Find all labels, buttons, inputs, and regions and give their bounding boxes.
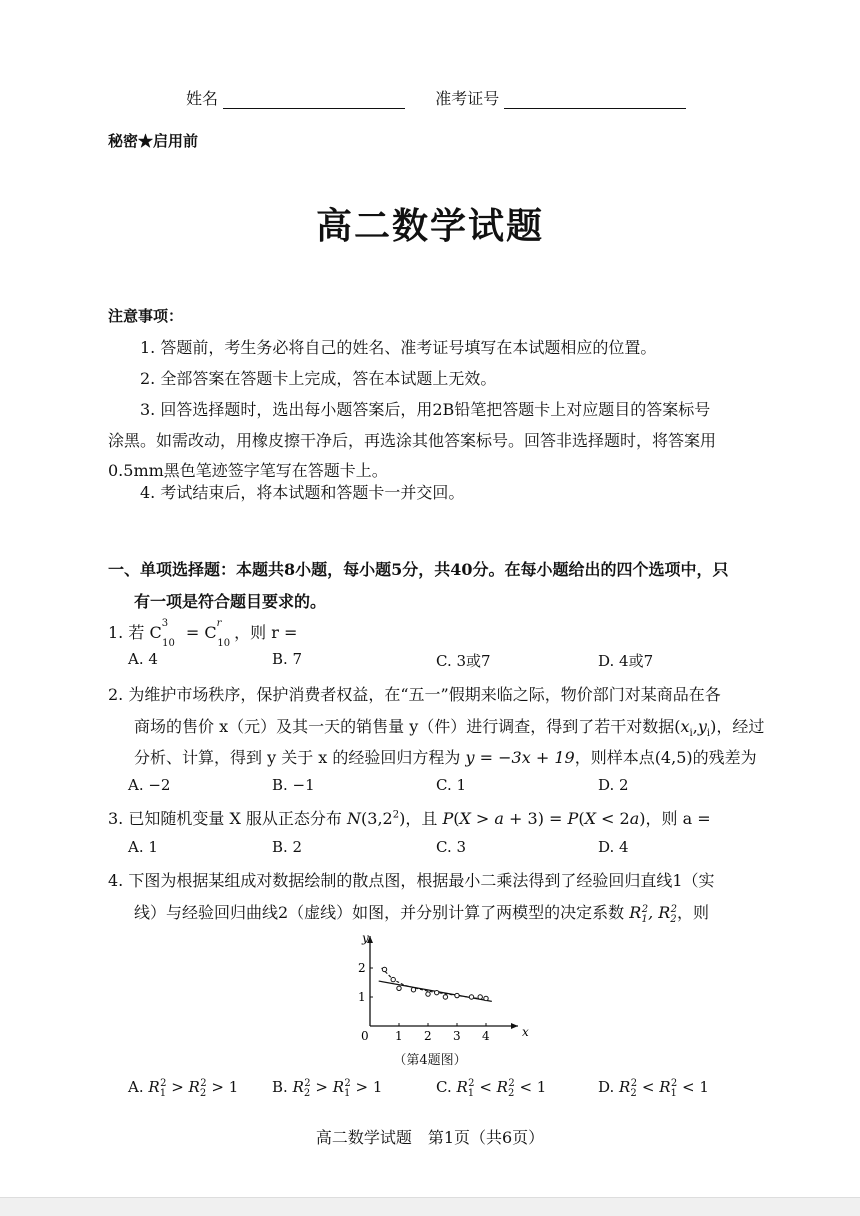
x-tick-label: 1 (395, 1029, 403, 1043)
name-blank[interactable] (223, 92, 405, 109)
data-point (397, 986, 401, 990)
data-point (469, 995, 473, 999)
q4-r-values: $R_1^2$, $R_2^2$ (629, 903, 678, 926)
data-point (435, 990, 439, 994)
note-1: 1. 答题前，考生务必将自己的姓名、准考证号填写在本试题相应的位置。 (140, 338, 657, 357)
q4-option-c[interactable]: C. $R_1^2 < R_2^2 < 1$ (436, 1078, 547, 1099)
scatter-chart (340, 930, 530, 1045)
q4-option-d[interactable]: D. $R_2^2 < R_1^2 < 1$ (598, 1078, 709, 1099)
q3-equation: P(X > a + 3) = P(X < 2a) (442, 809, 646, 828)
note-2: 2. 全部答案在答题卡上完成，答在本试题上无效。 (140, 369, 497, 388)
section-heading-2: 有一项是符合题目要求的。 (134, 592, 327, 611)
notes-heading: 注意事项： (108, 307, 184, 325)
y-axis-label: y (362, 931, 369, 945)
page-footer: 高二数学试题 第1页（共6页） (315, 1128, 545, 1147)
q4-option-d-label: D. (598, 1078, 615, 1096)
q4-line-2-text: 线）与经验回归曲线2（虚线）如图，并分别计算了两模型的决定系数 (134, 903, 625, 922)
data-point (478, 995, 482, 999)
q2-line-1: 2. 为维护市场秩序，保护消费者权益，在“五一”假期来临之际，物价部门对某商品在各 (108, 685, 721, 704)
section-heading-1: 一、单项选择题：本题共8小题，每小题5分，共40分。在每小题给出的四个选项中，只 (108, 560, 729, 579)
q1-option-a[interactable]: A. 4 (128, 650, 158, 668)
y-tick-label: 1 (358, 990, 366, 1004)
page-title: 高二数学试题 (315, 205, 544, 247)
q4-option-b[interactable]: B. $R_2^2 > R_1^2 > 1$ (272, 1078, 383, 1099)
q3-option-a[interactable]: A. 1 (128, 838, 158, 856)
q1-prefix: 1. 若 (108, 623, 145, 642)
q3-text-1: 3. 已知随机变量 X 服从正态分布 (108, 809, 342, 828)
name-field-row (186, 86, 686, 109)
q2-line-3 (134, 745, 757, 768)
bottom-strip (0, 1197, 860, 1216)
q4-option-b-label: B. (272, 1078, 288, 1096)
name-label: 姓名 (186, 89, 219, 108)
x-axis-arrow (511, 1023, 518, 1029)
q4-option-c-label: C. (436, 1078, 452, 1096)
q2-option-b[interactable]: B. −1 (272, 776, 315, 794)
q3-option-c[interactable]: C. 3 (436, 838, 467, 856)
x-axis-label: x (522, 1025, 529, 1039)
q2-line-3-tail: ，则样本点(4,5)的残差为 (574, 748, 757, 767)
note-4: 4. 考试结束后，将本试题和答题卡一并交回。 (140, 483, 465, 502)
data-point (443, 995, 447, 999)
q4-line-2: 线）与经验回归曲线2（虚线）如图，并分别计算了两模型的决定系数 $R_1^2$, $R_2^2$，则 (134, 903, 710, 926)
note-3c: 0.5mm黑色笔迹签字笔写在答题卡上。 (108, 461, 388, 480)
q1-option-c[interactable]: C. 3或7 (436, 652, 491, 670)
note-3a: 3. 回答选择题时，选出每小题答案后，用2B铅笔把答题卡上对应题目的答案标号 (140, 400, 711, 419)
q1-formula: $C^3_{10} = C^r_{10}$ (149, 617, 231, 650)
id-label: 准考证号 (435, 89, 500, 108)
q2-option-a[interactable]: A. −2 (128, 776, 171, 794)
q4-option-a-label: A. (128, 1078, 144, 1096)
q2-line-2-tail: ，经过 (716, 717, 765, 736)
data-point (391, 977, 395, 981)
secret-mark: 秘密★启用前 (108, 132, 199, 150)
q3-text-2: ，且 (405, 809, 438, 828)
q2-line-2 (134, 714, 764, 739)
q2-line-2-text: 商场的售价 x（元）及其一天的销售量 y（件）进行调查，得到了若干对数据 (134, 717, 675, 736)
x-tick-label: 2 (424, 1029, 432, 1043)
q2-option-d[interactable]: D. 2 (598, 776, 629, 794)
question-1 (108, 617, 298, 650)
q4-option-a[interactable]: A. $R_1^2 > R_2^2 > 1$ (128, 1078, 239, 1099)
data-point (484, 996, 488, 1000)
q1-option-b[interactable]: B. 7 (272, 650, 303, 668)
q2-line-3-text: 分析、计算，得到 y 关于 x 的经验回归方程为 (134, 748, 461, 767)
q1-tail: ，则 r = (234, 623, 298, 642)
q2-equation: y = −3x + 19 (465, 748, 575, 767)
data-point (455, 993, 459, 997)
note-3b: 涂黑。如需改动，用橡皮擦干净后，再选涂其他答案标号。回答非选择题时，将答案用 (108, 431, 717, 450)
q2-option-c[interactable]: C. 1 (436, 776, 467, 794)
data-point (411, 988, 415, 992)
data-point (426, 992, 430, 996)
y-tick-label: 2 (358, 961, 366, 975)
q2-pair: $(x_i,y_i)$ (674, 717, 717, 740)
x-tick-label: 4 (482, 1029, 490, 1043)
data-point (382, 967, 386, 971)
q1-option-d[interactable]: D. 4或7 (598, 652, 654, 670)
q4-line-1: 4. 下图为根据某组成对数据绘制的散点图，根据最小二乘法得到了经验回归直线1（实 (108, 871, 715, 890)
q3-option-b[interactable]: B. 2 (272, 838, 303, 856)
x-tick-label: 0 (361, 1029, 369, 1043)
question-3: 3. 已知随机变量 X 服从正态分布 $N(3,2^2)$，且 P(X > a + 3) = P(X < 2a)，则 a = (108, 809, 711, 828)
q3-text-3: ，则 a = (645, 809, 711, 828)
id-blank[interactable] (504, 92, 686, 109)
q3-normal: N (347, 809, 362, 828)
x-tick-label: 3 (453, 1029, 461, 1043)
q4-caption: （第4题图） (393, 1053, 467, 1068)
q3-option-d[interactable]: D. 4 (598, 838, 629, 856)
